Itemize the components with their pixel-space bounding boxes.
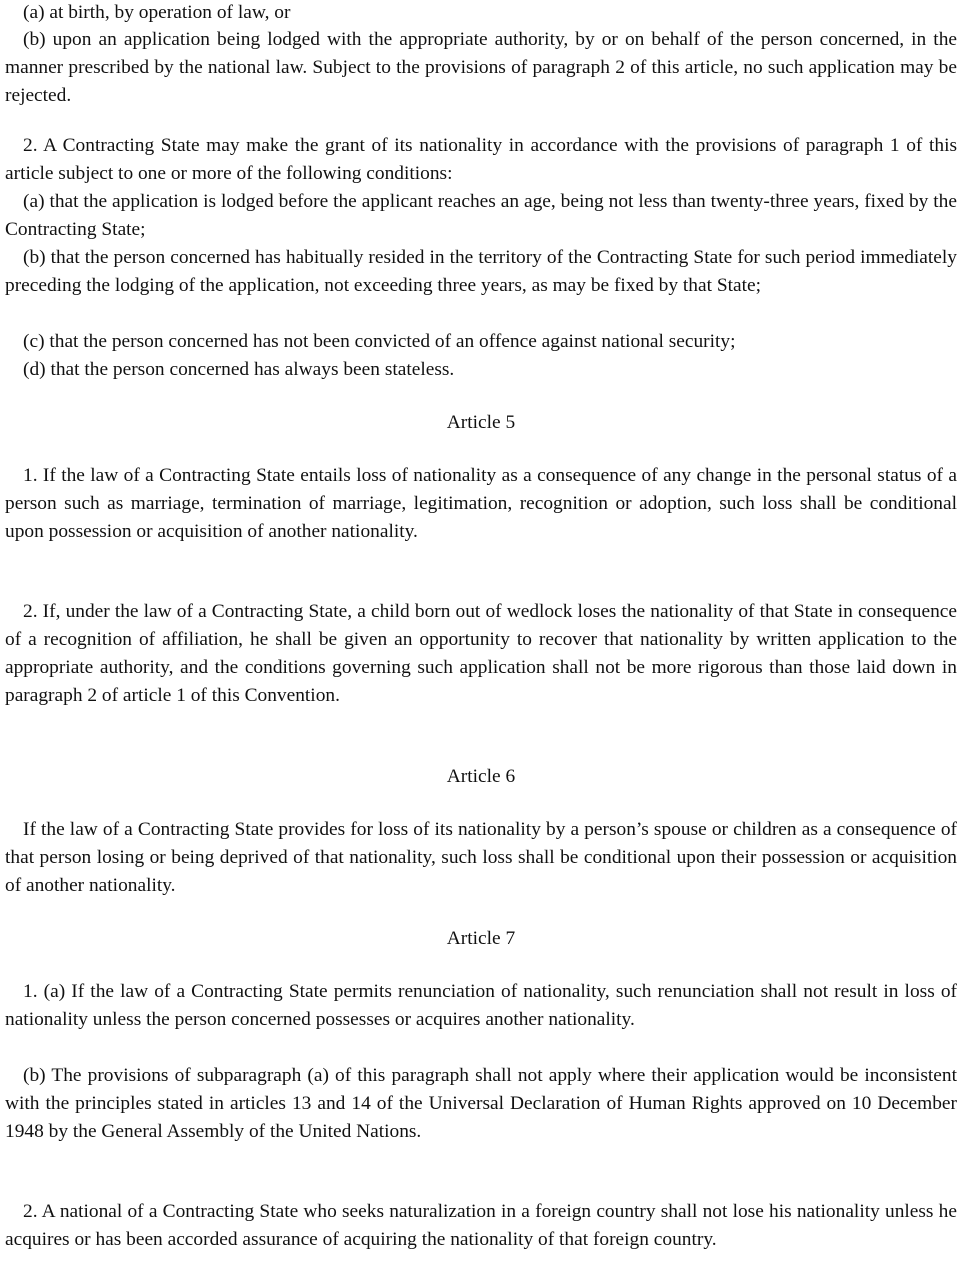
article7-paragraph-2: 2. A national of a Contracting State who seeks naturalization in a foreign country shall not lose his nationality unless he acquires or has been accorded assurance of acquiring the nationality of that foreign country. [5, 1201, 957, 1250]
article4-condition-c: (c) that the person concerned has not been convicted of an offence against national security; [23, 331, 736, 352]
article4-condition-d: (d) that the person concerned has always been stateless. [23, 359, 455, 380]
article5-heading: Article 5 [446, 412, 516, 433]
article4-item-a: (a) at birth, by operation of law, or [23, 2, 291, 23]
article7-paragraph-1b: (b) The provisions of subparagraph (a) of this paragraph shall not apply where their application would be inconsistent with the principles stated in articles 13 and 14 of the Universal Declaration of Human Rights approved on 10 December 1948 by the General Assembly of the United Nations. [5, 1065, 957, 1142]
article5-paragraph-1: 1. If the law of a Contracting State entails loss of nationality as a consequence of any change in the personal status of a person such as marriage, termination of marriage, legitimation, recognition or adoption, such loss shall be conditional upon possession or acquisition of another nationality. [5, 465, 957, 542]
article7-paragraph-1a: 1. (a) If the law of a Contracting State permits renunciation of nationality, such renunciation shall not result in loss of nationality unless the person concerned possesses or acquires another nationality. [5, 981, 957, 1030]
article4-paragraph-2-intro: 2. A Contracting State may make the grant of its nationality in accordance with the provisions of paragraph 1 of this article subject to one or more of the following conditions: [5, 135, 957, 184]
article4-condition-b: (b) that the person concerned has habitually resided in the territory of the Contracting State for such period immediately preceding the lodging of the application, not exceeding three years, as may be fixed by that State; [5, 247, 957, 296]
article4-condition-a: (a) that the application is lodged before the applicant reaches an age, being not less than twenty-three years, fixed by the Contracting State; [5, 191, 957, 240]
article7-heading: Article 7 [446, 928, 516, 949]
article5-paragraph-2: 2. If, under the law of a Contracting State, a child born out of wedlock loses the nationality of that State in consequence of a recognition of affiliation, he shall be given an opportunity to recover that nationality by written application to the appropriate authority, and the conditions governing such application shall not be more rigorous than those laid down in paragraph 2 of article 1 of this Convention. [5, 601, 957, 706]
article6-paragraph: If the law of a Contracting State provides for loss of its nationality by a person’s spouse or children as a consequence of that person losing or being deprived of that nationality, such loss shall be conditional upon their possession or acquisition of another nationality. [5, 819, 957, 896]
article4-item-b: (b) upon an application being lodged with the appropriate authority, by or on behalf of the person concerned, in the manner prescribed by the national law. Subject to the provisions of paragraph 2 of this article, no such application may be rejected. [5, 29, 957, 106]
article6-heading: Article 6 [446, 766, 516, 787]
